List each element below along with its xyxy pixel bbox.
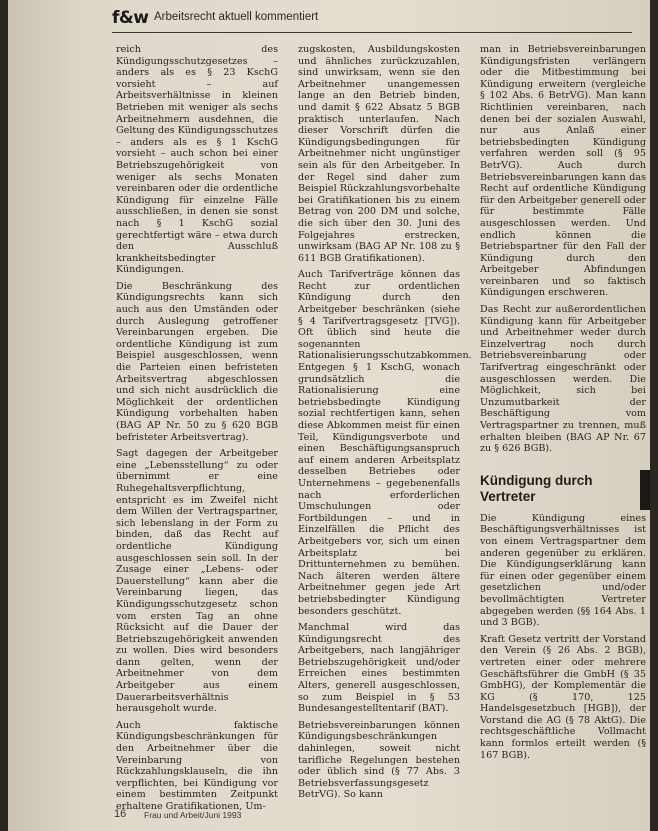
paragraph: Kraft Gesetz vertritt der Vorstand den Verein (§ 26 Abs. 2 BGB), vertreten einer oder mehrere Geschäftsführer die GmbH (§ 35 GmbHG), der Komplementär die KG (§ 170, 125 Handelsgesetzbuch [HGB]), der Vorstand die AG (§ 78 AktG). Die rechtsgeschäftliche Vollmacht kann formlos erteilt werden (§ 167 BGB). bbox=[480, 633, 646, 761]
paragraph: Die Beschränkung des Kündigungsrechts kann sich auch aus den Umständen oder durch Auslegung getroffener Vereinbarungen ergeben. Die ordentliche Kündigung ist zum Beispiel ausgeschlossen, wenn die Parteien einen befristeten Arbeitsvertrag abgeschlossen und sich nicht ausdrücklich die Möglichkeit der ordentlichen Kündigung vorbehalten haben (BAG AP Nr. 50 zu § 620 BGB befristeter Arbeitsvertrag). bbox=[116, 280, 278, 443]
paragraph: Die Kündigung eines Beschäftigungsverhältnisses ist von einem Vertragspartner dem anderen gegenüber zu erklären. Die Kündigungserklärung kann für einen oder gegenüber einem gesetzlichen und/oder bevollmächtigten Vertreter abgegeben werden (§§ 164 Abs. 1 und 3 BGB). bbox=[480, 512, 646, 629]
paragraph: Betriebsvereinbarungen können Kündigungsbeschränkungen dahinlegen, soweit nicht tarifliche Regelungen bestehen oder üblich sind (§ 77 Abs. 3 Betriebsverfassungsgesetz BetrVG). So kann bbox=[298, 719, 460, 801]
text-column-1 bbox=[116, 44, 278, 818]
paragraph: man in Betriebsvereinbarungen Kündigungsfristen verlängern oder die Mitbestimmung bei Kündigung erweitern (vergleiche § 102 Abs. 6 BetrVG). Man kann Richtlinien vereinbaren, nach denen bei der sozialen Auswahl, nur aus Anlaß einer betriebsbedingten Kündigung verfahren werden soll (§ 95 BetrVG). Auch durch Betriebsvereinbarungen kann das Recht auf ordentliche Kündigung für den Arbeitgeber generell oder für bestimmte Fälle ausgeschlossen werden. Und endlich können die Betriebspartner für den Fall der Kündigung durch den Arbeitgeber Abfindungen vereinbaren und so faktisch Kündigungen erschweren. bbox=[480, 44, 646, 299]
page-footer bbox=[114, 808, 634, 824]
paragraph: reich des Kündigungsschutzgesetzes – anders als es § 23 KschG vorsieht – auf Arbeitsverhältnisse in kleinen Betrieben mit weniger als sechs Arbeitnehmern ausdehnen, die Geltung des Kündigungsschutzes – anders als es § 1 KschG vorsieht – auch schon bei einer Betriebszugehörigkeit von weniger als sechs Monaten vereinbaren oder die ordentliche Kündigung für einzelne Fälle ausschließen, in denen sie sonst nach § 1 KschG sozial gerechtfertigt wäre – etwa durch den Ausschluß krankheitsbedingter Kündigungen. bbox=[116, 44, 278, 276]
section-heading: Kündigung durch Vertreter bbox=[480, 472, 593, 504]
page-edge-mark bbox=[640, 470, 650, 510]
paragraph: Auch Tarifverträge können das Recht zur ordentlichen Kündigung durch den Arbeitgeber beschränken (siehe § 4 Tarifvertragsgesetz [TVG]). Oft üblich sind heute die sogenannten Rationalisierungsschutzabkommen. Entgegen § 1 KschG, wonach grundsätzlich die Rationalisierung eine betriebsbedingte Kündigung sozial rechtfertigen kann, sehen diese Abkommen meist für einen Teil, Kündigungsverbote und einen Beschäftigungsanspruch auf einem anderen Arbeitsplatz desselben Betriebes oder Unternehmens – gegebenenfalls nach erforderlichen Umschulungen oder Fortbildungen – und in Einzelfällen die Pflicht des Arbeitgebers vor, sich um einen Arbeitsplatz bei Drittunternehmen zu bemühen. Nach älteren werden ältere Arbeitnehmer gegen jede Art betriebsbedingter Kündigung besonders geschützt. bbox=[298, 269, 472, 617]
page-number: 16 bbox=[114, 808, 127, 820]
paragraph: Manchmal wird das Kündigungsrecht des Arbeitgebers, nach langjähriger Betriebszugehörigkeit und/oder Erreichen eines bestimmten Alters, generell ausgeschlossen, so zum Beispiel in § 53 Bundesangestelltentarif (BAT). bbox=[298, 622, 460, 715]
paragraph: Auch faktische Kündigungsbeschränkungen für den Arbeitnehmer über die Vereinbarung von Rückzahlungsklauseln, die ihn verpflichten, bei Kündigung vor einem bestimmten Zeitpunkt erhaltene Gratifikationen, Um- bbox=[116, 719, 278, 812]
page-header bbox=[112, 6, 632, 33]
paragraph: Sagt dagegen der Arbeitgeber eine „Lebensstellung“ zu oder übernimmt er eine Ruhegehaltsverpflichtung, entspricht es im Zweifel nicht dem Willen der Vertragspartner, sich lebenslang in der Form zu binden, daß das Recht auf ordentliche Kündigung ausgeschlossen sein soll. In der Zusage einer „Lebens- oder Dauerstellung“ kann aber die Vereinbarung liegen, das Kündigungsschutzgesetz schon vom ersten Tag an ohne Rücksicht auf die Dauer der Betriebszugehörigkeit anwenden zu wollen. Dies wird besonders dann gelten, wenn der Arbeitnehmer von dem Arbeitgeber aus einem Dauerarbeitsverhältnis herausgeholt wurde. bbox=[116, 448, 278, 715]
footer-source: Frau und Arbeit/Juni 1993 bbox=[144, 810, 242, 820]
running-title: Arbeitsrecht aktuell kommentiert bbox=[154, 11, 319, 23]
text-column-3 bbox=[480, 44, 646, 766]
text-column-2 bbox=[298, 44, 472, 806]
journal-logo: f&w bbox=[112, 8, 149, 28]
document-page bbox=[8, 0, 650, 831]
paragraph: zugskosten, Ausbildungskosten und ähnliches zurückzuzahlen, sind unwirksam, wenn sie den Arbeitnehmer unangemessen lange an den Betrieb binden, und damit § 622 Absatz 5 BGB praktisch unterlaufen. Nach dieser Vorschrift dürfen die Kündigungsbedingungen für Arbeitnehmer nicht ungünstiger sein als für den Arbeitgeber. In der Regel sind daher zum Beispiel Rückzahlungsvorbehalte bei Gratifikationen bis zu einem Betrag von 200 DM und solche, die sich über den 30. Juni des Folgejahres erstrecken, unwirksam (BAG AP Nr. 108 zu § 611 BGB Gratifikationen). bbox=[298, 44, 460, 264]
paragraph: Das Recht zur außerordentlichen Kündigung kann für Arbeitgeber und Arbeitnehmer weder durch Einzelvertrag noch durch Betriebsvereinbarung oder Tarifvertrag eingeschränkt oder ausgeschlossen werden. Die Möglichkeit, sich bei Unzumutbarkeit der Beschäftigung vom Vertragspartner zu trennen, muß erhalten bleiben (BAG AP Nr. 67 zu § 626 BGB). bbox=[480, 304, 646, 455]
